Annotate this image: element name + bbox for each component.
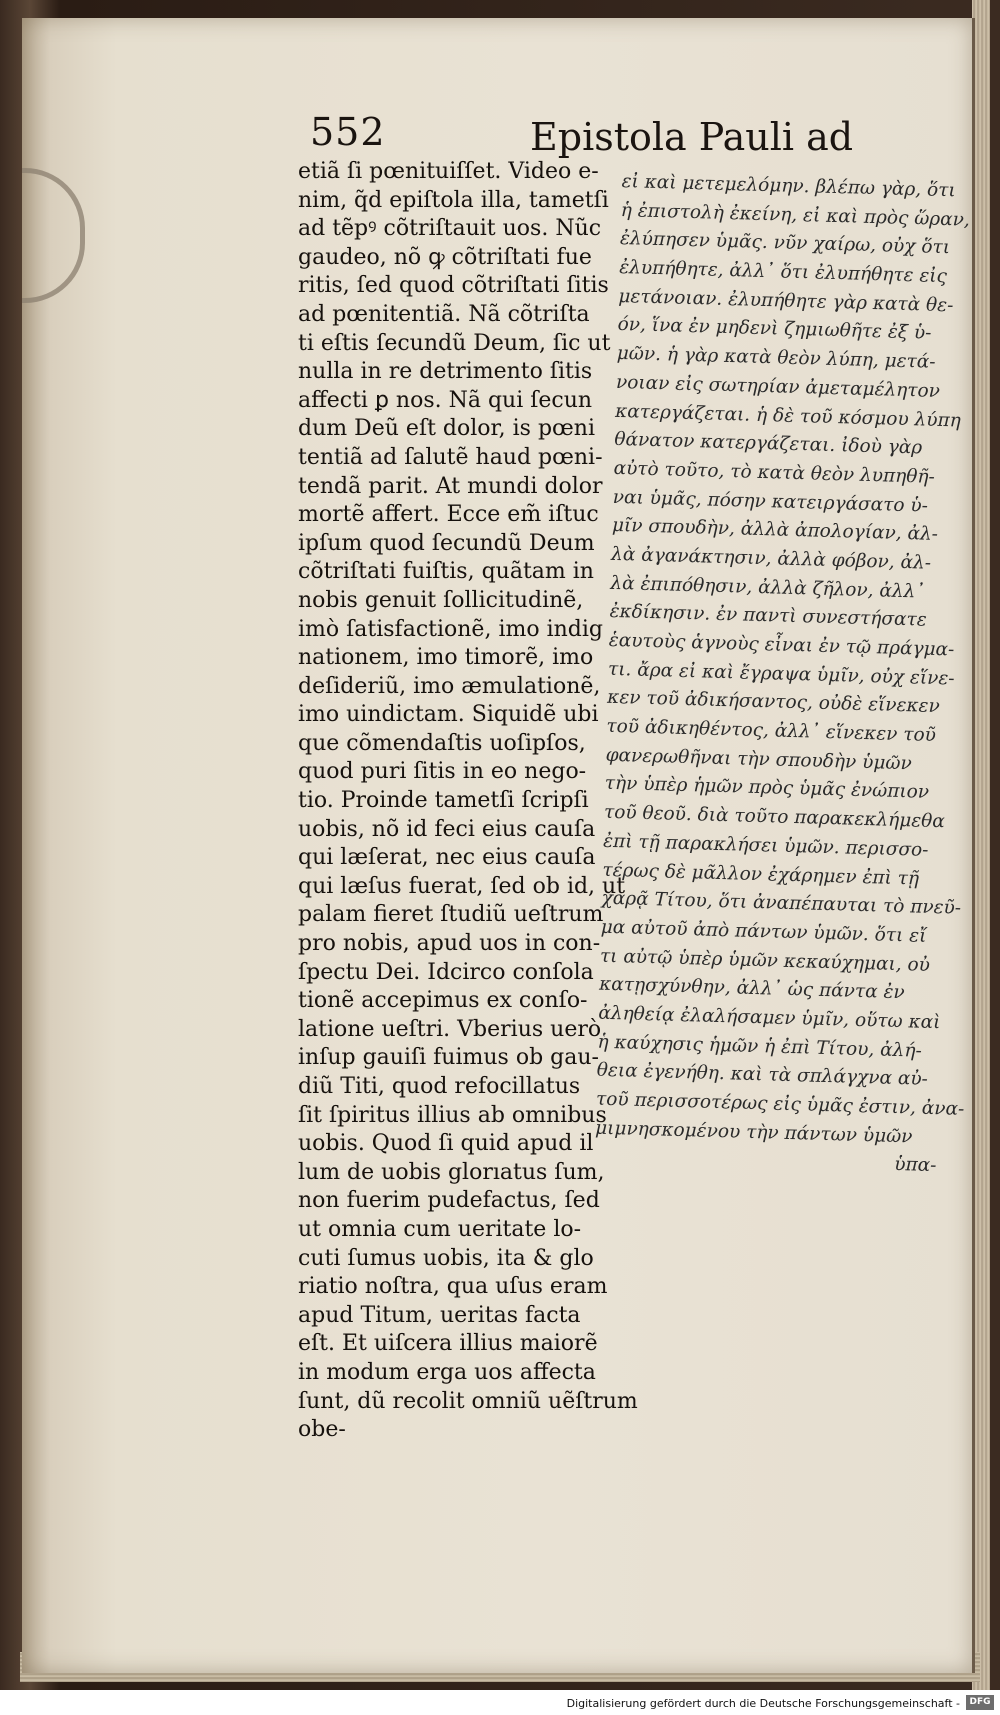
greek-text-line: όν, ἵνα ἐν μηδενὶ ζημιωθῆτε ἐξ ὑ-	[617, 314, 932, 345]
greek-text-line: ὑπα-	[893, 1154, 937, 1177]
latin-text-line: tendã parit. At mundi dolor	[298, 473, 603, 499]
greek-text-line: τοῦ ἀδικηθέντος, ἀλλ᾽ εἵνεκεν τοῦ	[606, 715, 937, 747]
greek-text-line: ἡ ἐπιστολὴ ἐκείνη, εἰ καὶ πρὸς ὥραν,	[620, 199, 971, 231]
latin-text-line: qui læſerat, nec eius cauſa	[298, 845, 596, 871]
greek-text-line: ἑαυτοὺς ἁγνοὺς εἶναι ἐν τῷ πράγμα-	[608, 629, 955, 661]
greek-text-line: τοῦ περισσοτέρως εἰς ὑμᾶς ἐστιν, ἀνα-	[595, 1088, 965, 1120]
latin-text-line: ut omnia cum ueritate lo-	[298, 1216, 582, 1242]
greek-text-line: νοιαν εἰς σωτηρίαν ἀμεταμέλητον	[615, 371, 941, 402]
latin-text-line: ipſum quod ſecundũ Deum	[298, 530, 595, 556]
greek-text-line: ἐπὶ τῇ παρακλήσει ὑμῶν. περισσο-	[602, 830, 929, 861]
greek-text-line: κεν τοῦ ἀδικήσαντος, οὐδὲ εἵνεκεν	[606, 687, 941, 718]
latin-text-line: diũ Titi, quod refocillatus	[298, 1074, 581, 1099]
latin-text-line: etiã ſi pœnituiſſet. Video e-	[298, 159, 599, 184]
latin-text-line: ad tẽpꝰ cõtriſtauit uos. Nũc	[298, 216, 602, 242]
latin-text-line: deſideriũ, imo æmulationẽ,	[298, 673, 601, 699]
greek-text-line: φανερωθῆναι τὴν σπουδὴν ὑμῶν	[605, 744, 913, 775]
latin-text-line: que cõmendaſtis uoſipſos,	[298, 730, 586, 756]
greek-text-line: τι αὐτῷ ὑπὲρ ὑμῶν κεκαύχημαι, οὐ	[599, 945, 931, 976]
latin-text-line: ritis, ſed quod cõtriſtati ſitis	[298, 273, 609, 299]
greek-text-line: ἀληθείᾳ ἐλαλήσαμεν ὑμῖν, οὕτω καὶ	[598, 1002, 941, 1034]
latin-text-line: in modum erga uos affecta	[298, 1359, 596, 1385]
latin-text-line: nim, q̃d epiſtola illa, tametſi	[298, 187, 609, 213]
latin-text-line: riatio noſtra, qua uſus eram	[298, 1274, 608, 1300]
latin-text-line: nobis genuit ſollicitudinẽ,	[298, 587, 584, 613]
greek-text-line: λὰ ἀγανάκτησιν, ἀλλὰ φόβον, ἀλ-	[610, 543, 932, 574]
latin-text-line: affecti ꝑ nos. Nã qui ſecun	[298, 387, 593, 413]
latin-text-line: uobis. Quod ſi quid apud il	[298, 1131, 594, 1157]
latin-text-line: latione ueſtri. Vberius uerò	[298, 1016, 602, 1042]
latin-text-line: imò ſatisfactionẽ, imo indig	[298, 616, 603, 642]
latin-text-line: lum de uobis glorıatus ſum,	[298, 1159, 605, 1185]
latin-text-line: ſit ſpiritus illius ab omnibus	[298, 1102, 607, 1128]
greek-text-line: κατῃσχύνθην, ἀλλ᾽ ὡς πάντα ἐν	[598, 973, 905, 1004]
clasp-ring	[22, 168, 85, 303]
latin-text-line: palam fieret ſtudiũ ueſtrum	[298, 902, 604, 928]
greek-text-line: τι. ἄρα εἰ καὶ ἔγραψα ὑμῖν, οὐχ εἵνε-	[607, 658, 955, 690]
greek-text-line: χαρᾷ Τίτου, ὅτι ἀναπέπαυται τὸ πνεῦ-	[601, 887, 962, 919]
digitization-footer	[0, 1690, 1000, 1715]
latin-text-line: quod puri ſitis in eo nego-	[298, 759, 587, 785]
greek-text-line: θάνατον κατεργάζεται. ἰδοὺ γὰρ	[614, 429, 923, 459]
latin-text-line: tentiã ad ſalutẽ haud pœni-	[298, 444, 603, 470]
latin-text-line: inſup gauiſi fuimus ob gau-	[298, 1045, 599, 1071]
dfg-logo: DFG	[966, 1695, 994, 1710]
page-number: 552	[310, 110, 386, 154]
latin-text-line: ad pœnitentiã. Nã cõtriſta	[298, 301, 590, 327]
latin-text-line: obe-	[298, 1417, 346, 1443]
latin-text-line: ſunt, dũ recolit omniũ uẽſtrum	[298, 1388, 638, 1414]
greek-text-line: ἡ καύχησις ἡμῶν ἡ ἐπὶ Τίτου, ἀλή-	[597, 1031, 923, 1062]
greek-text-line: μετάνοιαν. ἐλυπήθητε γὰρ κατὰ θε-	[618, 285, 954, 317]
greek-manuscript-column	[594, 168, 982, 1182]
latin-text-line: dum Deũ eſt dolor, is pœni	[298, 416, 595, 442]
footer-credit: Digitalisierung gefördert durch die Deutsche Forschungsgemeinschaft -	[566, 1697, 960, 1710]
greek-text-line: ἐλύπησεν ὑμᾶς. νῦν χαίρω, οὐχ ὅτι	[619, 228, 951, 259]
latin-text-line: cuti ſumus uobis, ita & glo	[298, 1245, 594, 1271]
latin-text-line: nulla in re detrimento ſitis	[298, 359, 593, 385]
latin-text-line: gaudeo, nõ ꝙ cõtriſtati fue	[298, 244, 592, 270]
latin-text-line: mortẽ affert. Ecce em̃ iſtuc	[298, 502, 599, 528]
greek-text-line: θεια ἐγενήθη. καὶ τὰ σπλάγχνα αὐ-	[596, 1059, 929, 1091]
latin-text-line: tionẽ accepimus ex conſo-	[298, 988, 588, 1014]
latin-text-line: tio. Proinde tametſi ſcripſi	[298, 788, 589, 814]
latin-text-line: ti eſtis ſecundũ Deum, ſic ut	[298, 330, 611, 356]
latin-text-line: cõtriſtati fuiſtis, quãtam in	[298, 559, 594, 585]
greek-text-line: αὐτὸ τοῦτο, τὸ κατὰ θεὸν λυπηθῆ-	[613, 457, 936, 488]
greek-text-line: ἐλυπήθητε, ἀλλ᾽ ὅτι ἐλυπήθητε εἰς	[618, 257, 948, 288]
greek-text-line: κατεργάζεται. ἡ δὲ τοῦ κόσμου λύπη	[614, 400, 962, 432]
latin-text-line: eſt. Et uiſcera illius maiorẽ	[298, 1331, 598, 1357]
greek-text-line: μιμνησκομένου τὴν πάντων ὑμῶν	[594, 1117, 913, 1148]
greek-text-line: εἰ καὶ μετεμελόμην. βλέπω γὰρ, ὅτι	[621, 170, 956, 202]
latin-text-line: uobis, nõ id feci eius cauſa	[298, 816, 596, 842]
latin-text-line: qui læſus fuerat, ſed ob id, ut	[298, 873, 626, 899]
greek-text-line: τέρως δὲ μᾶλλον ἐχάρημεν ἐπὶ τῇ	[602, 859, 920, 890]
greek-text-line: ναι ὑμᾶς, πόσην κατειργάσατο ὑ-	[612, 486, 929, 517]
greek-text-line: λὰ ἐπιπόθησιν, ἀλλὰ ζῆλον, ἀλλ᾽	[610, 572, 925, 603]
running-head: Epistola Pauli ad	[530, 115, 854, 159]
latin-text-column	[298, 158, 638, 1445]
latin-text-line: ſpectu Dei. Idcirco conſola	[298, 959, 594, 985]
latin-text-line: non fuerim pudefactus, ſed	[298, 1188, 600, 1214]
greek-text-line: τοῦ θεοῦ. διὰ τοῦτο παρακεκλήμεθα	[603, 801, 946, 833]
greek-text-line: τὴν ὑπὲρ ἡμῶν πρὸς ὑμᾶς ἐνώπιον	[604, 773, 930, 804]
greek-text-line: μῶν. ἡ γὰρ κατὰ θεὸν λύπη, μετά-	[616, 343, 936, 373]
greek-text-line: ἐκδίκησιν. ἐν παντὶ συνεστήσατε	[609, 601, 927, 631]
latin-text-line: apud Titum, ueritas facta	[298, 1302, 581, 1328]
latin-text-line: nationem, imo timorẽ, imo	[298, 645, 594, 671]
greek-text-line: μα αὐτοῦ ἀπὸ πάντων ὑμῶν. ὅτι εἴ	[600, 916, 927, 947]
greek-text-line: μῖν σπουδὴν, ἀλλὰ ἀπολογίαν, ἀλ-	[611, 515, 939, 546]
latin-text-line: pro nobis, apud uos in con-	[298, 931, 601, 957]
latin-text-line: imo uindictam. Siquidẽ ubi	[298, 702, 599, 728]
